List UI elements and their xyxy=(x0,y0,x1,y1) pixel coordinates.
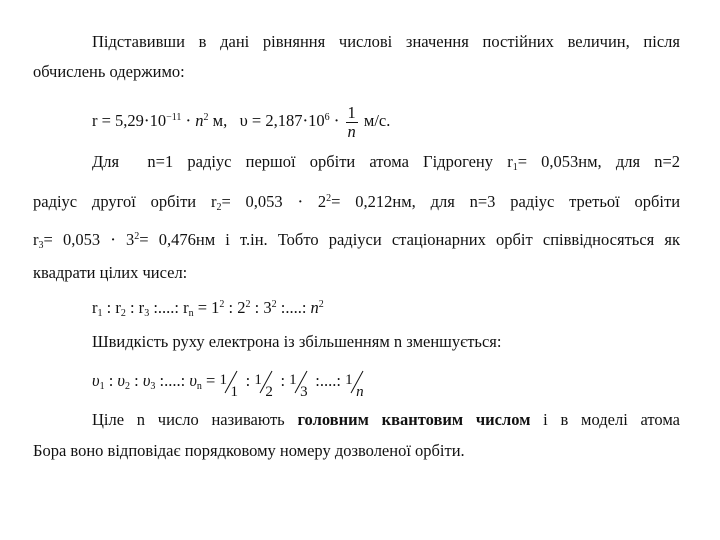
paragraph-1-line-1: Підставивши в дані рівняння числові значення постійних величин, після xyxy=(92,32,680,51)
velocity-formula: $\upsilon = 2,187\cdot 10^6$ ⋅ $\frac{1}{n}$ м/с. xyxy=(239,103,391,141)
fraction-1-over-n: 1 n xyxy=(345,372,364,401)
paragraph-4-line-1: Ціле n число називають головним квантовим числом і в моделі атома xyxy=(92,410,680,429)
formula-velocity-ratio: $\upsilon_1$ : $\upsilon_2$ : $\upsilon_3$ :....: $\upsilon_n$ = 1 1 : 1 2 : 1 3 :....: 1 n xyxy=(92,366,367,396)
formula-radius-velocity xyxy=(92,104,390,141)
fraction-1-over-3: 1 3 xyxy=(289,372,308,401)
paragraph-2-line-4: квадрати цілих чисел: xyxy=(33,263,188,282)
paragraph-4-line-2: Бора воно відповідає порядковому номеру дозволеної орбіти. xyxy=(33,441,465,460)
fraction-1-over-2: 1 2 xyxy=(254,372,273,401)
paragraph-1-line-2: обчислень одержимо: xyxy=(33,62,185,81)
paragraph-2-line-2: радіус другої орбіти $r_2= 0,053 \cdot 2^2= 0,212нм$, для n=3 радіус третьої орбіти xyxy=(33,192,681,213)
fraction-1-over-1: 1 1 xyxy=(219,372,238,401)
formula-radius-ratio: $r_1$ : $r_2$ : $r_3$ :....: $r_n = 1^2$ : $2^2$ : $3^2$ :....: $n^2$ xyxy=(92,298,324,319)
paragraph-2-line-1: Для n=1 радіус першої орбіти атома Гідрогену $r_1= 0,053нм$, для n=2 xyxy=(92,152,680,173)
radius-formula: $r = 5,29\cdot 10^{-11} \cdot n^2$ м, xyxy=(92,111,228,131)
paragraph-2-line-3: $r_3= 0,053 \cdot 3^2= 0,476нм$ і т.ін. Тобто радіуси стаціонарних орбіт співвідносяться як xyxy=(33,230,680,251)
paragraph-3-line: Швидкість руху електрона із збільшенням n зменшується: xyxy=(92,332,502,351)
velocity-fraction: $\frac{1}{n}$ xyxy=(347,103,356,141)
